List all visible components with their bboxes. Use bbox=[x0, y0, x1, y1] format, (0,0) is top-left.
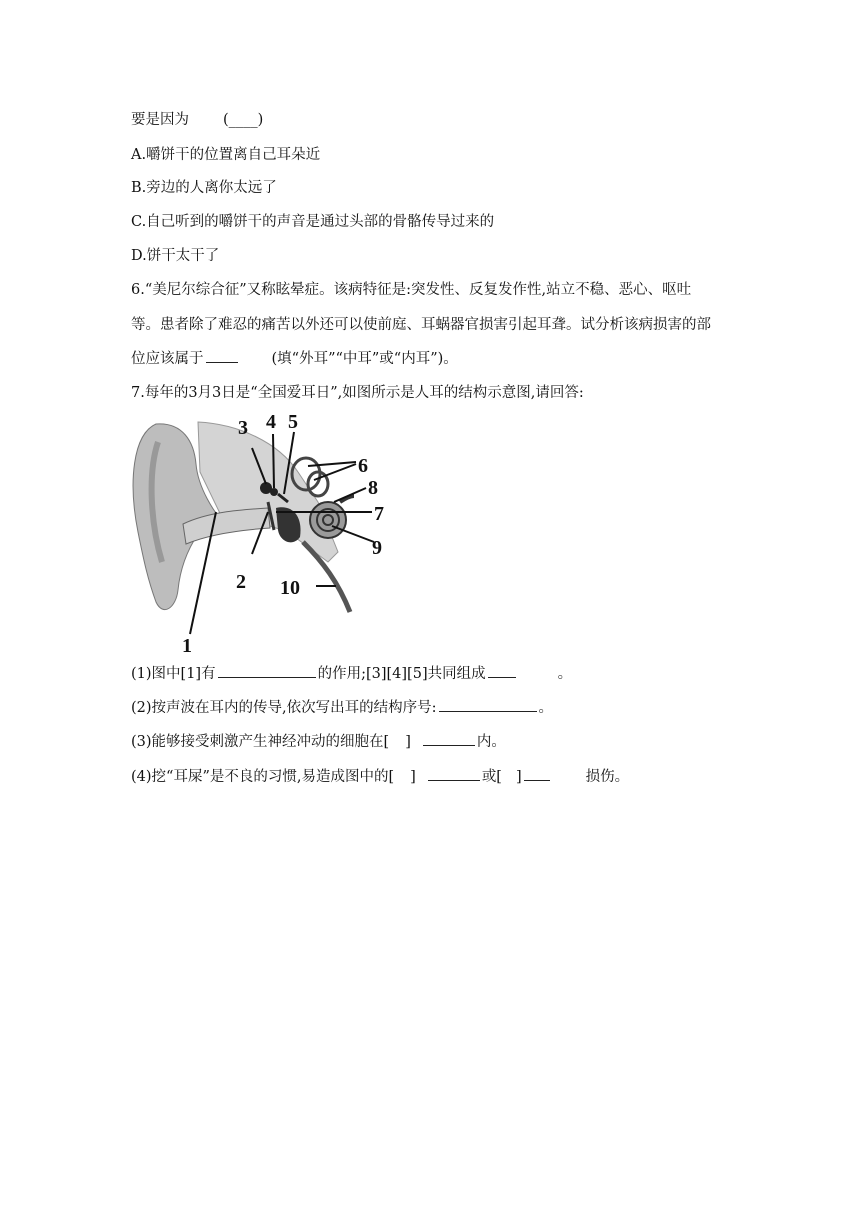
q7-sub4-text-e: 损伤。 bbox=[585, 769, 630, 785]
q7-sub2-blank[interactable] bbox=[439, 697, 537, 712]
q5-tail-text: 要是因为 bbox=[131, 112, 189, 128]
q5-option-c: C.自己听到的嚼饼干的声音是通过头部的骨骼传导过来的 bbox=[131, 214, 495, 230]
q7-sub1 bbox=[131, 663, 572, 684]
q6-answer-blank[interactable] bbox=[206, 348, 238, 363]
q5-option-a: A.嚼饼干的位置离自己耳朵近 bbox=[131, 147, 321, 163]
q7-sub3 bbox=[131, 731, 506, 752]
q7-sub3-text-b: ] bbox=[405, 734, 411, 750]
q5-answer-paren: (____) bbox=[223, 112, 264, 128]
q6-line3-text-b: (填“外耳”“中耳”或“内耳”)。 bbox=[271, 351, 458, 367]
q7-stem: 7.每年的3月3日是“全国爱耳日”,如图所示是人耳的结构示意图,请回答: bbox=[131, 385, 584, 401]
q7-sub3-blank[interactable] bbox=[423, 731, 475, 746]
q7-sub4-blank-1[interactable] bbox=[428, 766, 480, 781]
q6-line-1: 6.“美尼尔综合征”又称眩晕症。该病特征是:突发性、反复发作性,站立不稳、恶心、呕吐 bbox=[131, 282, 692, 298]
q7-sub2 bbox=[131, 697, 553, 718]
q7-sub1-blank-2[interactable] bbox=[488, 663, 516, 678]
ear-structure-figure bbox=[128, 412, 398, 656]
figure-label-9: 9 bbox=[372, 537, 382, 559]
figure-label-8: 8 bbox=[368, 477, 378, 499]
q7-sub3-text-c: 内。 bbox=[476, 734, 506, 750]
q6-line3-text-a: 位应该属于 bbox=[131, 351, 204, 367]
q7-sub4-text-c: 或[ bbox=[481, 769, 502, 785]
q7-sub2-text-b: 。 bbox=[538, 700, 554, 716]
q7-sub2-text-a: (2)按声波在耳内的传导,依次写出耳的结构序号: bbox=[131, 700, 437, 716]
figure-label-3: 3 bbox=[238, 417, 248, 439]
figure-label-4: 4 bbox=[266, 412, 276, 433]
figure-label-10: 10 bbox=[280, 577, 300, 599]
figure-label-7: 7 bbox=[374, 503, 384, 525]
q7-sub1-text-a: (1)图中[1]有 bbox=[131, 666, 216, 682]
figure-label-1: 1 bbox=[182, 635, 192, 656]
q6-line-2: 等。患者除了难忍的痛苦以外还可以使前庭、耳蜗器官损害引起耳聋。试分析该病损害的部 bbox=[131, 317, 711, 333]
q6-line-3 bbox=[131, 348, 458, 369]
figure-label-2: 2 bbox=[236, 571, 246, 593]
figure-label-6: 6 bbox=[358, 455, 368, 477]
q5-stem-tail bbox=[131, 110, 263, 130]
q7-sub4 bbox=[131, 766, 629, 787]
q7-sub4-text-d: ] bbox=[515, 769, 522, 785]
q7-sub3-text-a: (3)能够接受刺激产生神经冲动的细胞在[ bbox=[131, 734, 390, 750]
q5-option-d: D.饼干太干了 bbox=[131, 248, 220, 264]
figure-label-5: 5 bbox=[288, 412, 298, 433]
q7-sub4-text-a: (4)挖“耳屎”是不良的习惯,易造成图中的[ bbox=[131, 769, 395, 785]
q7-sub1-text-c: 。 bbox=[557, 666, 573, 682]
q5-option-b: B.旁边的人离你太远了 bbox=[131, 180, 277, 196]
q7-sub4-text-b: ] bbox=[410, 769, 416, 785]
q7-sub1-text-b: 的作用;[3][4][5]共同组成 bbox=[317, 666, 486, 682]
q7-sub4-blank-2[interactable] bbox=[524, 766, 550, 781]
q7-sub1-blank-1[interactable] bbox=[218, 663, 316, 678]
